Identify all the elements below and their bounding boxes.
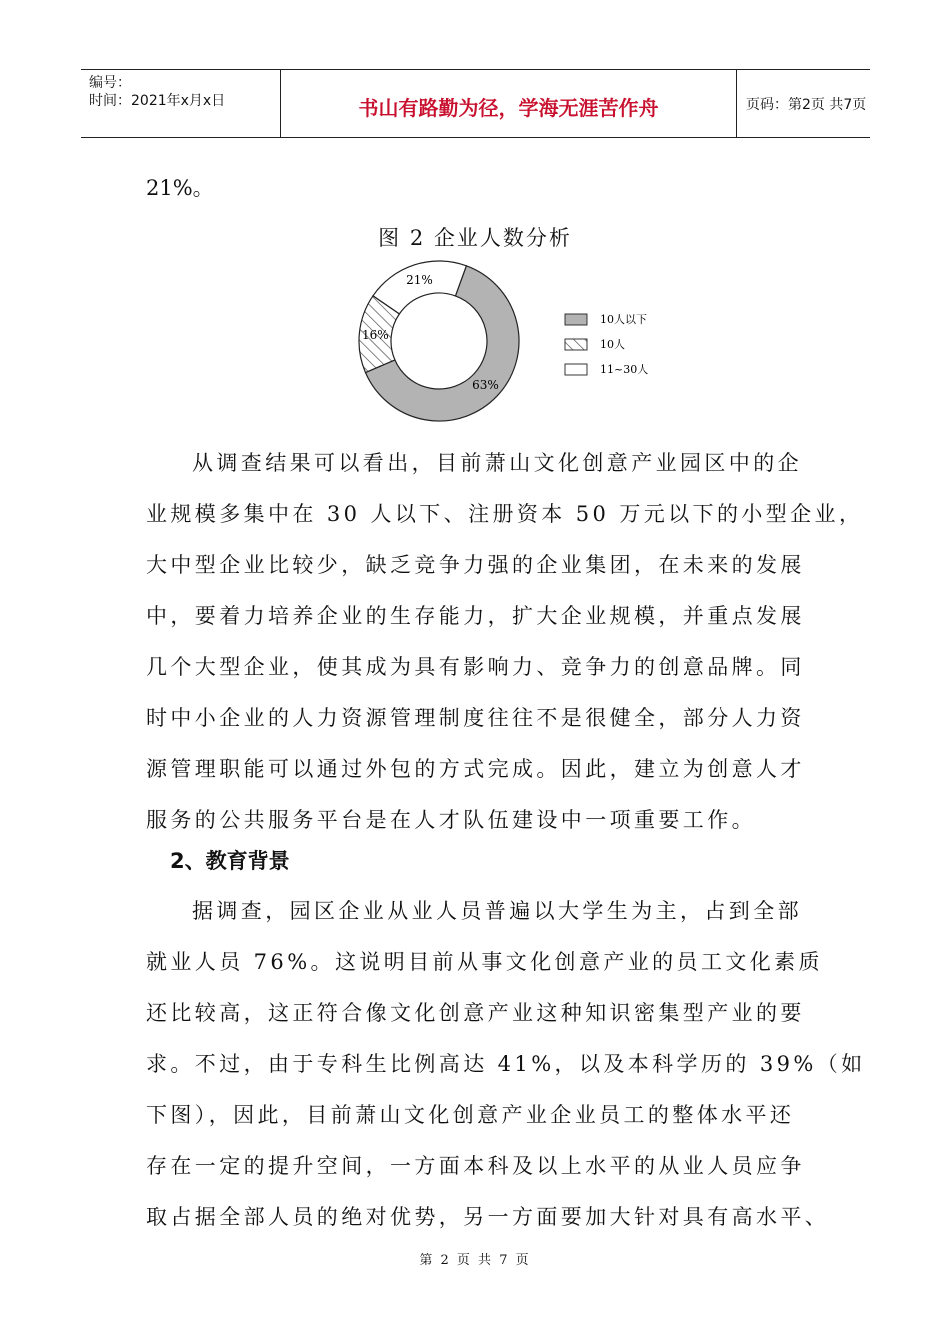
text-line: 中，要着力培养企业的生存能力，扩大企业规模，并重点发展 bbox=[146, 604, 805, 628]
text-line: 还比较高，这正符合像文化创意产业这种知识密集型产业的要 bbox=[146, 1001, 805, 1025]
text-line: 几个大型企业，使其成为具有影响力、竞争力的创意品牌。同 bbox=[146, 655, 805, 679]
intro-text: 21%。 bbox=[146, 176, 214, 200]
text-line: 从调查结果可以看出，目前萧山文化创意产业园区中的企 bbox=[192, 451, 802, 475]
motto-text: 书山有路勤为径，学海无涯苦作舟 bbox=[358, 96, 659, 120]
legend-label: 10人以下 bbox=[600, 313, 647, 326]
text-line: 大中型企业比较少，缺乏竞争力强的企业集团，在未来的发展 bbox=[146, 553, 805, 577]
date-label: 时间：2021年x月x日 bbox=[89, 93, 226, 109]
text-line: 就业人员 76%。这说明目前从事文化创意产业的员工文化素质 bbox=[146, 950, 823, 974]
slice-label: 21% bbox=[406, 273, 433, 288]
header-meta-cell bbox=[81, 70, 280, 137]
legend-swatch bbox=[565, 314, 587, 325]
legend-label: 10人 bbox=[600, 338, 625, 351]
figure-title: 图 2 企业人数分析 bbox=[378, 226, 572, 250]
text-line: 据调查，园区企业从业人员普遍以大学生为主，占到全部 bbox=[192, 899, 802, 923]
legend-swatch bbox=[565, 364, 587, 375]
page-label: 页码：第2页 共7页 bbox=[746, 97, 867, 113]
header-page-cell bbox=[736, 70, 870, 137]
number-label: 编号： bbox=[89, 75, 131, 91]
donut-chart bbox=[356, 258, 656, 428]
text-line: 存在一定的提升空间，一方面本科及以上水平的从业人员应争 bbox=[146, 1154, 805, 1178]
donut-slice bbox=[373, 261, 466, 314]
page-header bbox=[81, 69, 870, 138]
text-line: 时中小企业的人力资源管理制度往往不是很健全，部分人力资 bbox=[146, 706, 805, 730]
text-line: 取占据全部人员的绝对优势，另一方面要加大针对具有高水平、 bbox=[146, 1205, 830, 1229]
text-line: 业规模多集中在 30 人以下、注册资本 50 万元以下的小型企业， bbox=[146, 502, 864, 526]
text-line: 求。不过，由于专科生比例高达 41%，以及本科学历的 39%（如 bbox=[146, 1052, 866, 1076]
page-footer: 第 2 页 共 7 页 bbox=[419, 1253, 531, 1268]
slice-label: 16% bbox=[361, 327, 389, 342]
section-heading: 2、教育背景 bbox=[170, 849, 290, 873]
legend-swatch bbox=[565, 339, 587, 350]
legend-label: 11~30人 bbox=[600, 363, 649, 376]
slice-label: 63% bbox=[472, 377, 499, 392]
header-motto-cell bbox=[280, 70, 737, 137]
text-line: 下图），因此，目前萧山文化创意产业企业员工的整体水平还 bbox=[146, 1103, 795, 1127]
text-line: 服务的公共服务平台是在人才队伍建设中一项重要工作。 bbox=[146, 808, 756, 832]
text-line: 源管理职能可以通过外包的方式完成。因此，建立为创意人才 bbox=[146, 757, 805, 781]
